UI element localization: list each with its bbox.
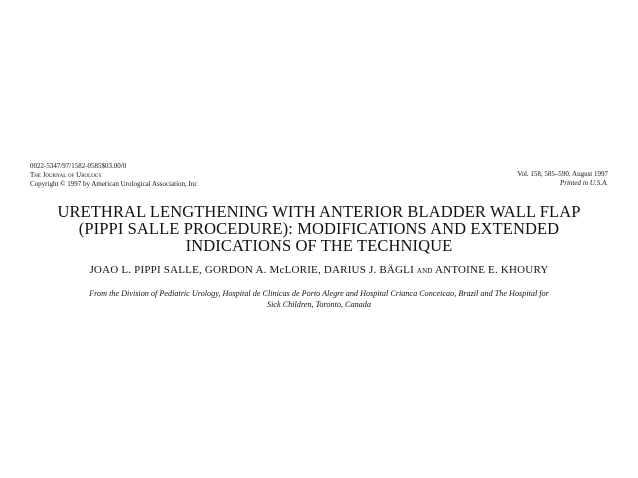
affiliation-line: Sick Children, Toronto, Canada (267, 300, 371, 309)
authors-main: JOAO L. PIPPI SALLE, GORDON A. McLORIE, DARIUS J. BÄGLI (89, 264, 414, 276)
volume-line: Vol. 158, 585–590, August 1997 (517, 170, 608, 178)
title-line: INDICATIONS OF THE TECHNIQUE (185, 236, 453, 255)
affiliation (30, 288, 608, 310)
affiliation-line: From the Division of Pediatric Urology, Hospital de Clinicas de Porto Alegre and Hospital Crianca Conceicao, Brazil and The Hospital for (89, 289, 549, 298)
article-title (30, 203, 608, 254)
title-line: URETHRAL LENGTHENING WITH ANTERIOR BLADDER WALL FLAP (57, 202, 581, 221)
journal-name: The Journal of Urology (30, 171, 103, 179)
printed-line: Printed in U.S.A. (559, 179, 608, 187)
authors-and: and (416, 265, 433, 276)
doi-line: 0022-5347/97/1582-0585$03.00/0 (30, 162, 127, 170)
publication-info-left (30, 162, 197, 189)
title-line: (PIPPI SALLE PROCEDURE): MODIFICATIONS AND EXTENDED (78, 219, 560, 238)
author-list (30, 264, 608, 277)
copyright-line: Copyright © 1997 by American Urological Association, Inc (30, 180, 198, 188)
authors-last: ANTOINE E. KHOURY (435, 264, 549, 276)
publication-info-right (517, 170, 608, 188)
